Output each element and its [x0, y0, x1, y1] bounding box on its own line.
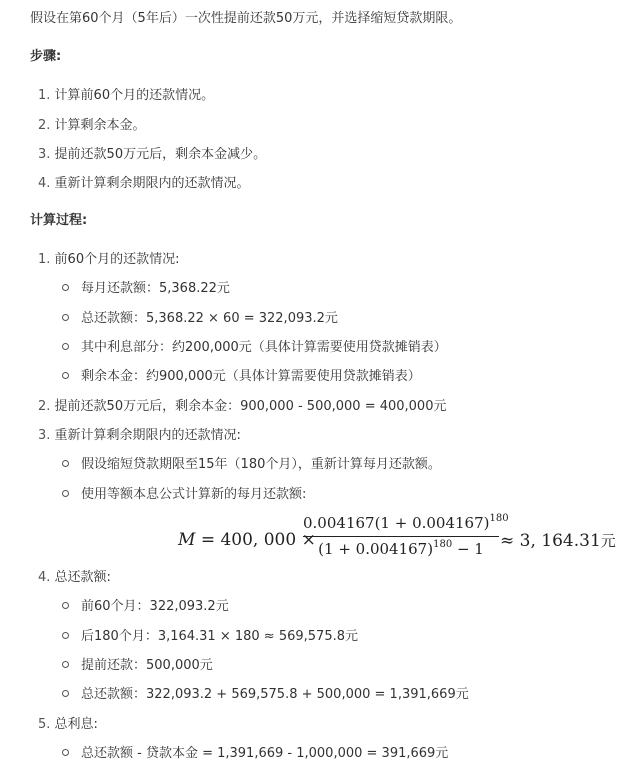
circle-bullet-icon	[62, 490, 69, 497]
formula-rhs	[500, 530, 616, 551]
step-item	[38, 117, 146, 135]
step-text: 提前还款50万元后，剩余本金减少。	[54, 147, 267, 162]
process-item	[38, 398, 446, 416]
process-item	[38, 251, 179, 269]
sub-item	[62, 368, 421, 386]
steps-heading: 步骤:	[30, 49, 62, 64]
sub-item-text: 使用等额本息公式计算新的每月还款额:	[81, 487, 307, 502]
sub-item	[62, 598, 229, 616]
circle-bullet-icon	[62, 632, 69, 639]
process-heading: 计算过程:	[30, 213, 88, 228]
circle-bullet-icon	[62, 690, 69, 697]
sub-item	[62, 339, 447, 357]
process-number: 2.	[38, 399, 51, 414]
circle-bullet-icon	[62, 343, 69, 350]
process-number: 4.	[38, 570, 51, 585]
step-item	[38, 175, 250, 193]
sub-item-text: 总还款额：5,368.22 × 60 = 322,093.2元	[81, 311, 338, 326]
circle-bullet-icon	[62, 602, 69, 609]
formula-variable: M	[178, 530, 196, 550]
process-text: 前60个月的还款情况:	[54, 252, 180, 267]
circle-bullet-icon	[62, 372, 69, 379]
denominator-exponent: 180	[433, 539, 453, 550]
denominator-tail: − 1	[452, 540, 484, 558]
sub-item	[62, 456, 441, 474]
step-number: 3.	[38, 147, 51, 162]
step-item	[38, 146, 266, 164]
sub-item	[62, 628, 358, 646]
formula-numerator	[303, 512, 509, 534]
step-text: 计算前60个月的还款情况。	[54, 88, 215, 103]
circle-bullet-icon	[62, 284, 69, 291]
sub-item	[62, 486, 306, 504]
sub-item-text: 提前还款：500,000元	[81, 658, 213, 673]
sub-item-text: 前60个月：322,093.2元	[81, 599, 229, 614]
circle-bullet-icon	[62, 749, 69, 756]
sub-item-text: 总还款额 - 贷款本金 = 1,391,669 - 1,000,000 = 391,669元	[81, 746, 449, 761]
sub-item-text: 假设缩短贷款期限至15年（180个月），重新计算每月还款额。	[81, 457, 441, 472]
process-number: 3.	[38, 428, 51, 443]
process-text: 总利息:	[54, 717, 98, 732]
sub-item-text: 每月还款额：5,368.22元	[81, 281, 230, 296]
process-text: 重新计算剩余期限内的还款情况:	[54, 428, 241, 443]
circle-bullet-icon	[62, 661, 69, 668]
sub-item-text: 剩余本金：约900,000元（具体计算需要使用贷款摊销表）	[81, 369, 421, 384]
formula-lhs	[178, 530, 316, 550]
numerator-exponent: 180	[489, 513, 509, 524]
process-item	[38, 716, 98, 734]
sub-item	[62, 280, 230, 298]
denominator-text: (1 + 0.004167)	[318, 540, 434, 558]
circle-bullet-icon	[62, 460, 69, 467]
process-text: 提前还款50万元后，剩余本金：900,000 - 500,000 = 400,000元	[54, 399, 447, 414]
sub-item	[62, 310, 338, 328]
intro-paragraph: 假设在第60个月（5年后）一次性提前还款50万元，并选择缩短贷款期限。	[30, 11, 462, 26]
process-item	[38, 569, 111, 587]
sub-item-text: 总还款额：322,093.2 + 569,575.8 + 500,000 = 1,391,669元	[81, 687, 469, 702]
sub-item	[62, 657, 213, 675]
sub-item	[62, 745, 448, 763]
sub-item-text: 其中利息部分：约200,000元（具体计算需要使用贷款摊销表）	[81, 340, 447, 355]
formula-lhs-rest: = 400, 000 ×	[195, 530, 316, 550]
step-number: 4.	[38, 176, 51, 191]
sub-item-text: 后180个月：3,164.31 × 180 ≈ 569,575.8元	[81, 629, 358, 644]
circle-bullet-icon	[62, 314, 69, 321]
step-number: 1.	[38, 88, 51, 103]
step-number: 2.	[38, 118, 51, 133]
process-text: 总还款额:	[54, 570, 111, 585]
sub-item	[62, 686, 469, 704]
formula-unit: 元	[600, 532, 616, 550]
step-item	[38, 87, 214, 105]
formula-denominator	[303, 537, 499, 559]
formula-fraction	[303, 512, 509, 559]
step-text: 计算剩余本金。	[54, 118, 146, 133]
numerator-text: 0.004167(1 + 0.004167)	[303, 514, 490, 532]
step-text: 重新计算剩余期限内的还款情况。	[54, 176, 250, 191]
process-item	[38, 427, 241, 445]
formula-result: ≈ 3, 164.31	[500, 531, 601, 551]
process-number: 1.	[38, 252, 51, 267]
process-number: 5.	[38, 717, 51, 732]
